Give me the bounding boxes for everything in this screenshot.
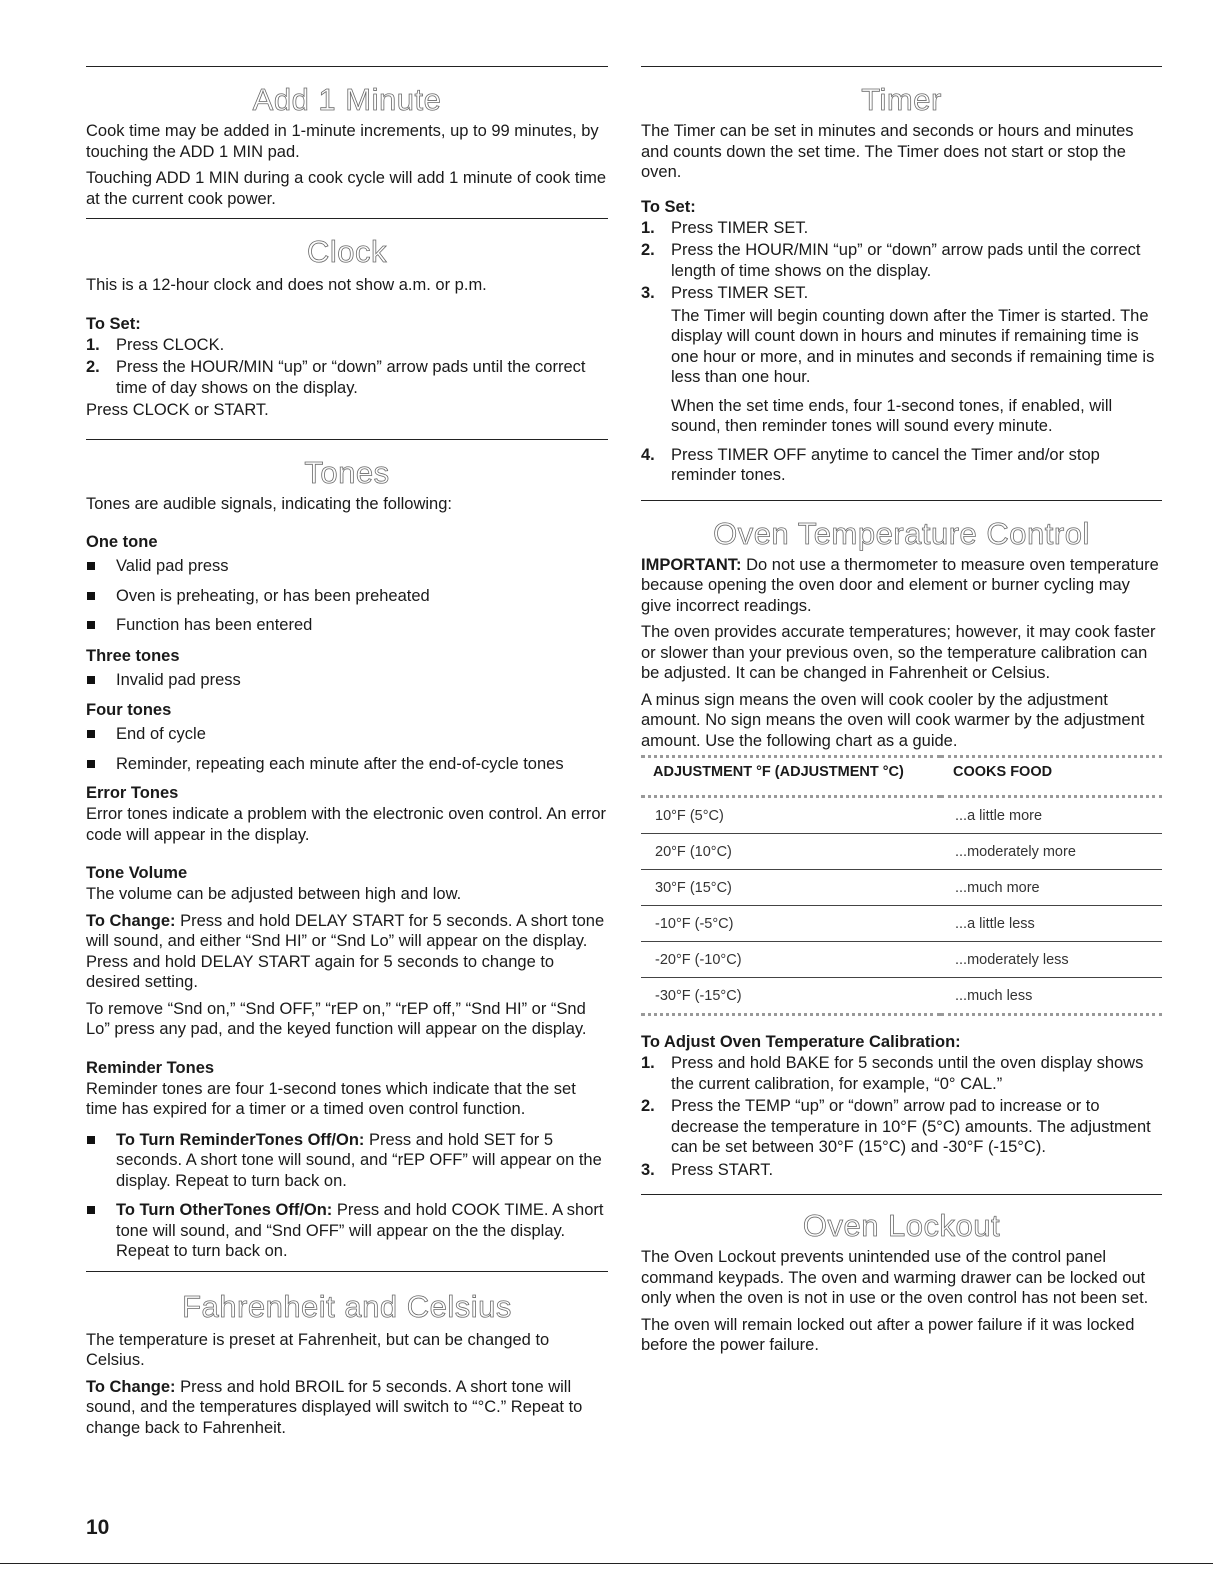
table-cell: 30°F (15°C) <box>641 870 941 906</box>
paragraph: The temperature is preset at Fahrenheit, but can be changed to Celsius. <box>86 1330 550 1369</box>
calibration-table <box>641 755 1162 1016</box>
fahrenheit-celsius-section <box>86 1271 608 1439</box>
bullet-icon <box>87 1136 95 1144</box>
section-title: Oven Lockout <box>802 1208 1001 1243</box>
step-number: 2. <box>86 358 100 376</box>
step-number: 3. <box>641 284 655 302</box>
oven-temperature-control-section <box>641 500 1162 1195</box>
bold-label: To Turn OtherTones Off/On: <box>116 1201 333 1219</box>
paragraph: A minus sign means the oven will cook cooler by the adjustment amount. No sign means the oven will cook warmer by the adjustment amount. Use the following chart as a guide. <box>641 690 1145 750</box>
bullet-icon <box>87 562 95 570</box>
bullet-list <box>86 1130 608 1262</box>
step-text: Press TIMER SET. <box>671 218 809 237</box>
bottom-rule <box>0 1563 1213 1564</box>
timer-section <box>641 66 1162 500</box>
step-text: Press the HOUR/MIN “up” or “down” arrow pads until the correct length of time shows on the display. <box>671 241 1141 280</box>
list-item <box>641 1053 1162 1094</box>
bullet-list <box>86 670 608 691</box>
paragraph: Touching ADD 1 MIN during a cook cycle will add 1 minute of cook time at the current cook power. <box>86 169 606 208</box>
bullet-icon <box>87 760 95 768</box>
item-text: Oven is preheating, or has been preheated <box>116 586 430 605</box>
page-number: 10 <box>86 1516 110 1539</box>
table-cell: ...moderately more <box>941 834 1162 870</box>
table-row <box>641 870 1162 906</box>
list-item <box>86 754 608 775</box>
table-cell: ...moderately less <box>941 942 1162 978</box>
list-item <box>86 1200 608 1262</box>
add-1-minute-section <box>86 66 608 209</box>
paragraph <box>641 555 1162 617</box>
paragraph: To remove “Snd on,” “Snd OFF,” “rEP on,” “rEP off,” “Snd HI” or “Snd Lo” press any pad, and the keyed function will appear on the display. <box>86 999 587 1038</box>
column-header: COOKS FOOD <box>941 757 1162 797</box>
list-item <box>641 1096 1162 1158</box>
paragraph: The volume can be adjusted between high and low. <box>86 885 462 903</box>
table-row <box>641 797 1162 834</box>
paragraph-text: Press and hold BROIL for 5 seconds. A short tone will sound, and the temperatures displayed will switch to “°C.” Repeat to change back to Fahrenheit. <box>86 1377 583 1437</box>
subheading: To Set: <box>641 197 696 216</box>
bullet-icon <box>87 1206 95 1214</box>
table-cell: ...a little more <box>941 797 1162 834</box>
item-text: End of cycle <box>116 725 206 743</box>
paragraph <box>86 1377 608 1439</box>
item-text: Press and hold SET for 5 seconds. A short tone will sound, and “rEP OFF” will appear on the display. Repeat to turn back on. <box>116 1130 602 1190</box>
tones-section <box>86 439 608 1262</box>
step-note: The Timer will begin counting down after the Timer is started. The display will count down in hours and minutes if remaining time is one hour or more, and in minutes and seconds if remaining time is less than one hour. <box>671 306 1155 386</box>
step-number: 3. <box>641 1160 655 1179</box>
list-item <box>641 240 1162 281</box>
paragraph: Cook time may be added in 1-minute increments, up to 99 minutes, by touching the ADD 1 MIN pad. <box>86 122 599 161</box>
bold-label: IMPORTANT: <box>641 555 742 574</box>
section-title: Clock <box>306 234 387 269</box>
bullet-icon <box>87 676 95 684</box>
step-number: 2. <box>641 1097 655 1115</box>
list-item <box>86 1130 608 1192</box>
list-item <box>86 556 608 577</box>
paragraph: The Timer can be set in minutes and seconds or hours and minutes and counts down the set time. The Timer does not start or stop the oven. <box>641 122 1134 181</box>
paragraph <box>86 911 608 993</box>
bold-label: To Change: <box>86 1377 176 1396</box>
paragraph: The oven provides accurate temperatures; however, it may cook faster or slower than your previous oven, so the temperature calibration can be adjusted. It can be changed in Fahrenheit or Celsius. <box>641 623 1156 682</box>
paragraph: This is a 12-hour clock and does not show a.m. or p.m. <box>86 276 487 294</box>
item-text: Reminder, repeating each minute after the end-of-cycle tones <box>116 754 564 773</box>
step-number: 1. <box>86 335 100 354</box>
bullet-list <box>86 556 608 636</box>
subheading: One tone <box>86 533 158 551</box>
step-number: 1. <box>641 1054 655 1072</box>
step-number: 1. <box>641 218 655 237</box>
subheading: Four tones <box>86 701 172 719</box>
subheading: Tone Volume <box>86 864 188 882</box>
table-row <box>641 834 1162 870</box>
item-text: Press and hold COOK TIME. A short tone will sound, and “Snd OFF” will appear on the the display. Repeat to turn back on. <box>116 1201 604 1260</box>
item-text: Function has been entered <box>116 616 313 634</box>
table-header-row <box>641 757 1162 797</box>
step-number: 4. <box>641 445 655 464</box>
section-title: Oven Temperature Control <box>713 515 1090 551</box>
table-cell: ...a little less <box>941 906 1162 942</box>
table-cell: -20°F (-10°C) <box>641 942 941 978</box>
section-title: Tones <box>304 454 390 490</box>
item-text: Valid pad press <box>116 557 229 575</box>
subheading: Reminder Tones <box>86 1058 215 1077</box>
paragraph-text: Press and hold DELAY START for 5 seconds. A short tone will sound, and either “Snd HI” or “Snd Lo” will appear on the display. Press and hold DELAY START again for 5 seconds to change to desired setting. <box>86 911 605 991</box>
list-item <box>641 218 1162 239</box>
section-title: Fahrenheit and Celsius <box>182 1288 512 1324</box>
subheading: To Set: <box>86 314 141 333</box>
bullet-list <box>86 724 608 774</box>
paragraph: Error tones indicate a problem with the electronic oven control. An error code will appear in the display. <box>86 805 607 844</box>
list-item <box>86 670 608 691</box>
bold-label: To Change: <box>86 911 176 930</box>
step-text: Press TIMER OFF anytime to cancel the Timer and/or stop reminder tones. <box>671 445 1100 484</box>
list-item <box>86 357 608 398</box>
paragraph: Press CLOCK or START. <box>86 401 269 419</box>
section-title: Timer <box>861 82 942 117</box>
clock-section <box>86 218 608 421</box>
table-cell: -30°F (-15°C) <box>641 978 941 1015</box>
step-text: Press and hold BAKE for 5 seconds until the oven display shows the current calibration, for example, “0° CAL.” <box>671 1054 1144 1093</box>
table-cell: -10°F (-5°C) <box>641 906 941 942</box>
bullet-icon <box>87 592 95 600</box>
list-item <box>641 1160 1162 1181</box>
list-item <box>641 283 1162 437</box>
paragraph: Tones are audible signals, indicating the following: <box>86 494 452 513</box>
paragraph: The oven will remain locked out after a power failure if it was locked before the power failure. <box>641 1315 1135 1354</box>
bold-label: To Turn ReminderTones Off/On: <box>116 1130 365 1149</box>
steps-list <box>86 335 608 399</box>
table-cell: ...much more <box>941 870 1162 906</box>
paragraph: Reminder tones are four 1-second tones which indicate that the set time has expired for a timer or a timed oven control function. <box>86 1079 576 1118</box>
subheading: Three tones <box>86 646 180 665</box>
table-row <box>641 978 1162 1015</box>
table-row <box>641 906 1162 942</box>
step-text: Press the HOUR/MIN “up” or “down” arrow pads until the correct time of day shows on the display. <box>116 358 586 397</box>
step-text: Press CLOCK. <box>116 335 225 354</box>
steps-list <box>641 1053 1162 1180</box>
table-cell: 10°F (5°C) <box>641 797 941 834</box>
list-item <box>86 335 608 356</box>
table-row <box>641 942 1162 978</box>
step-number: 2. <box>641 241 655 259</box>
left-column <box>86 66 608 1444</box>
list-item <box>641 445 1162 486</box>
subheading: To Adjust Oven Temperature Calibration: <box>641 1033 961 1051</box>
step-text: Press START. <box>671 1160 774 1179</box>
paragraph: The Oven Lockout prevents unintended use of the control panel command keypads. The oven and warming drawer can be locked out only when the oven is not in use or the oven control has not been set. <box>641 1248 1149 1307</box>
bullet-icon <box>87 621 95 629</box>
oven-lockout-section <box>641 1194 1162 1356</box>
list-item <box>86 724 608 745</box>
paragraph-text: Do not use a thermometer to measure oven temperature because opening the oven door and element or burner cycling may give incorrect readings. <box>641 555 1159 615</box>
table-cell: ...much less <box>941 978 1162 1015</box>
section-title: Add 1 Minute <box>252 82 442 117</box>
item-text: Invalid pad press <box>116 670 241 689</box>
step-note: When the set time ends, four 1-second tones, if enabled, will sound, then reminder tones will sound every minute. <box>671 396 1113 435</box>
column-header: ADJUSTMENT °F (ADJUSTMENT °C) <box>641 757 941 797</box>
bullet-icon <box>87 730 95 738</box>
list-item <box>86 615 608 636</box>
table-cell: 20°F (10°C) <box>641 834 941 870</box>
steps-list <box>641 218 1162 486</box>
right-column <box>641 66 1162 1362</box>
subheading: Error Tones <box>86 784 179 802</box>
step-text: Press TIMER SET. <box>671 284 809 302</box>
list-item <box>86 586 608 607</box>
step-text: Press the TEMP “up” or “down” arrow pad to increase or to decrease the temperature in 10°F (5°C) amounts. The adjustment can be set between 30°F (15°C) and -30°F (-15°C). <box>671 1097 1151 1156</box>
